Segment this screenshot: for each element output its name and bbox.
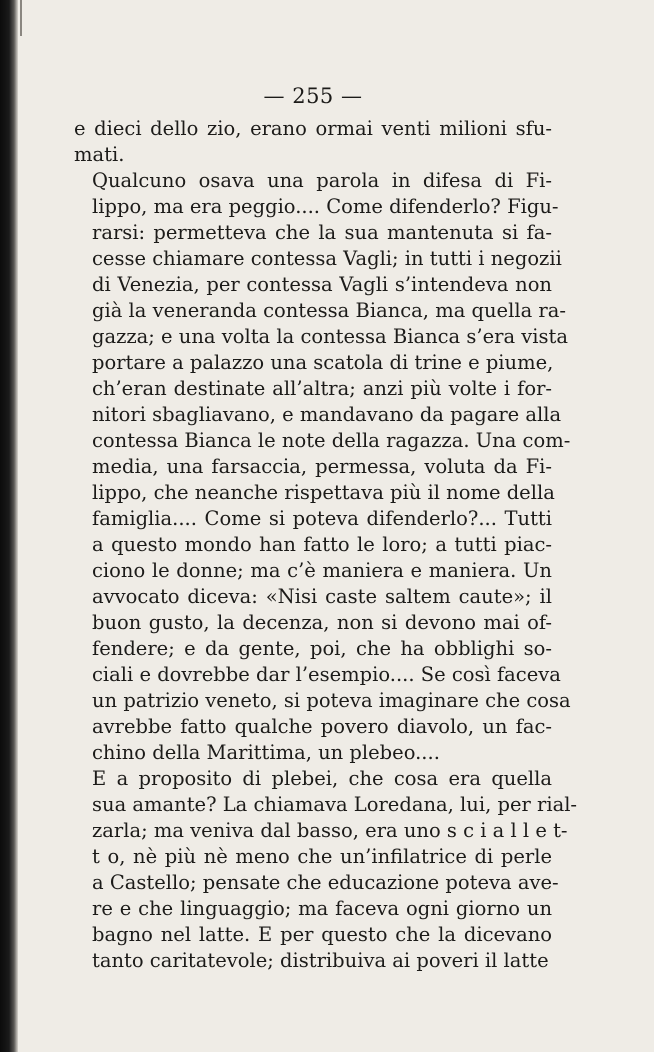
text-line: contessa Bianca le note della ragazza. Una com- xyxy=(92,429,571,452)
text-line: un patrizio veneto, si poteva imaginare che cosa xyxy=(92,689,571,712)
text-line: ch’eran destinate all’altra; anzi più volte i for- xyxy=(92,377,552,400)
text-line: lippo, ma era peggio.... Come difenderlo? Figu- xyxy=(92,195,559,218)
text-line: tanto caritatevole; distribuiva ai poveri il latte xyxy=(92,949,549,972)
text-line: portare a palazzo una scatola di trine e piume, xyxy=(92,351,554,374)
paragraph xyxy=(74,168,571,766)
text-line: cesse chiamare contessa Vagli; in tutti i negozii xyxy=(92,247,562,270)
text-line: sua amante? La chiamava Loredana, lui, per rial- xyxy=(92,793,578,816)
text-line: chino della Marittima, un plebeo.... xyxy=(92,741,440,764)
text-line: bagno nel latte. E per questo che la dicevano xyxy=(92,923,552,946)
text-line: ciono le donne; ma c’è maniera e maniera. Un xyxy=(92,559,552,582)
text-line: media, una farsaccia, permessa, voluta da Fi- xyxy=(92,455,552,478)
page-number: — 255 — xyxy=(263,84,363,108)
book-spine-edge xyxy=(0,0,18,1052)
text-line: famiglia.... Come si poteva difenderlo?... Tutti xyxy=(92,507,552,530)
text-line: già la veneranda contessa Bianca, ma quella ra- xyxy=(92,299,566,322)
text-line: fendere; e da gente, poi, che ha obblighi so- xyxy=(92,637,552,660)
text-line: buon gusto, la decenza, non si devono mai of- xyxy=(92,611,552,634)
text-line: e dieci dello zio, erano ormai venti milioni sfu- xyxy=(74,117,552,140)
text-line: a Castello; pensate che educazione poteva ave- xyxy=(92,871,559,894)
text-line: avvocato diceva: «Nisi caste saltem caute»; il xyxy=(92,585,552,608)
text-line: avrebbe fatto qualche povero diavolo, un fac- xyxy=(92,715,552,738)
text-line: nitori sbagliavano, e mandavano da pagare alla xyxy=(92,403,562,426)
text-line: re e che linguaggio; ma faceva ogni giorno un xyxy=(92,897,552,920)
book-page xyxy=(74,84,578,974)
text-line: gazza; e una volta la contessa Bianca s’era vista xyxy=(92,325,568,348)
text-line: di Venezia, per contessa Vagli s’intendeva non xyxy=(92,273,552,296)
text-line: zarla; ma veniva dal basso, era uno s c i a l l e t- xyxy=(92,819,568,842)
text-line: E a proposito di plebei, che cosa era quella xyxy=(92,767,552,790)
paragraph xyxy=(74,766,578,974)
text-line: ciali e dovrebbe dar l’esempio.... Se così faceva xyxy=(92,663,561,686)
spine-mark xyxy=(20,0,22,36)
text-line: mati. xyxy=(74,143,125,166)
text-line: lippo, che neanche rispettava più il nome della xyxy=(92,481,555,504)
paragraph xyxy=(74,116,552,168)
text-line: rarsi: permetteva che la sua mantenuta si fa- xyxy=(92,221,552,244)
text-line: Qualcuno osava una parola in difesa di Fi- xyxy=(92,169,552,192)
text-line: a questo mondo han fatto le loro; a tutti piac- xyxy=(92,533,552,556)
text-line: t o, nè più nè meno che un’infilatrice di perle xyxy=(92,845,552,868)
text-body xyxy=(74,116,578,974)
